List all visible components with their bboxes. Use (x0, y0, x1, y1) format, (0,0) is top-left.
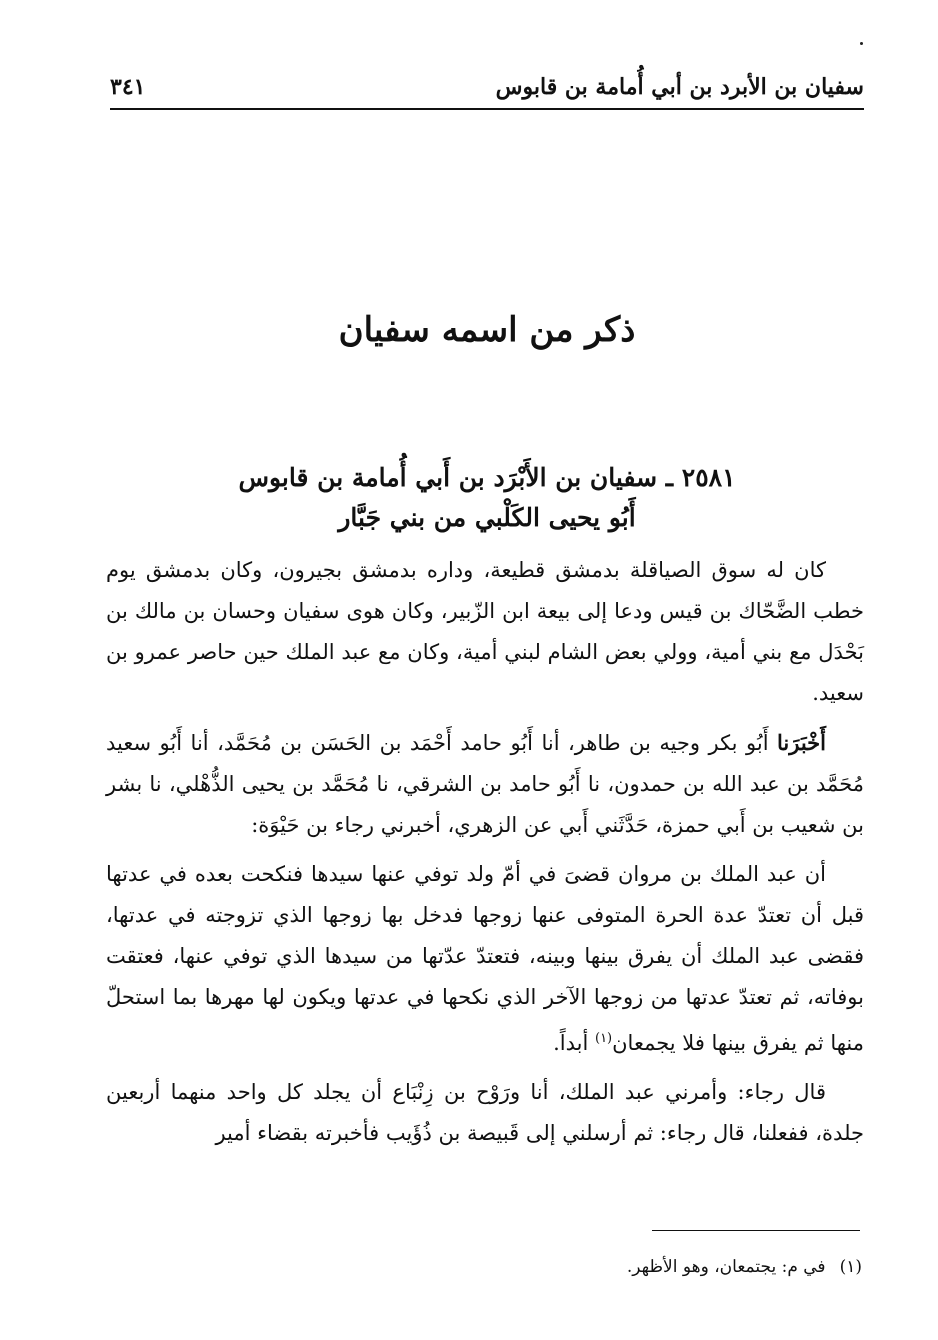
body-text (106, 550, 864, 1162)
footnote (110, 1254, 862, 1280)
paragraph-3-end: أبداً. (553, 1031, 595, 1055)
footnote-reference: (١) (594, 1031, 613, 1046)
paragraph-4: قال رجاء: وأمرني عبد الملك، أنا ورَوْح بن زِنْبَاع أن يجلد كل واحد منهما أربعين جلدة، ففعلنا، قال رجاء: ثم أرسلني إلى قَبيصة بن ذُؤَيب فأخبرته بقضاء أمير (106, 1080, 864, 1145)
paragraph-2-rest: أَبُو بكر وجيه بن طاهر، أنا أَبُو حامد أَحْمَد بن الحَسَن بن مُحَمَّد، أنا أَبُو سعيد مُحَمَّد بن عبد الله بن حمدون، نا أَبُو حامد بن الشرقي، نا مُحَمَّد بن يحيى الذُّهْلي، نا بشر بن شعيب بن أَبي حمزة، حَدَّثَني أَبي عن الزهري، أخبرني رجاء بن حَيْوَة: (106, 731, 864, 837)
scan-speck (860, 42, 863, 45)
header-title: سفيان بن الأبرد بن أبي أُمامة بن قابوس (495, 74, 864, 100)
paragraph-2 (106, 722, 864, 846)
page-number: ٣٤١ (110, 74, 146, 100)
entry-heading (110, 458, 864, 538)
paragraph-1: كان له سوق الصياقلة بدمشق قطيعة، وداره بدمشق بجيرون، وكان بدمشق يوم خطب الضَّحّاك بن قيس ودعا إلى بيعة ابن الزّبير، وكان هوى سفيان وحسان بن مالك بن بَحْدَل مع بني أمية، وولي بعض الشام لبني أمية، وكان مع عبد الملك حين حاصر عمرو بن سعيد. (106, 558, 864, 705)
entry-heading-line-1: ٢٥٨١ ـ سفيان بن الأَبْرَد بن أَبي أُمامة بن قابوس (238, 463, 736, 492)
paragraph-2-lead: أَخْبَرَنا (777, 730, 826, 755)
paragraph-3 (106, 854, 864, 1064)
entry-heading-line-2: أَبُو يحيى الكَلْبي من بني جَبَّار (338, 503, 636, 532)
section-heading: ذكر من اسمه سفيان (338, 310, 636, 350)
header-rule (110, 108, 864, 110)
running-header (110, 66, 864, 106)
footnote-text: في م: يجتمعان، وهو الأظهر. (626, 1257, 826, 1277)
footnote-rule (652, 1230, 860, 1231)
footnote-mark: (١) (839, 1257, 862, 1277)
paragraph-3-text: أن عبد الملك بن مروان قضىَ في أمّ ولد توفي عنها سيدها فنكحت بعده في عدتها قبل أن تعتدّ عدة الحرة المتوفى عنها زوجها فدخل بها زوجها الذي تزوجته في عدتها، فقضى عبد الملك أن يفرق بينها وبينه، فتعتدّ عدّتها من سيدها الذي توفي عنها، فعتقت بوفاته، ثم تعتدّ عدتها من زوجها الآخر الذي نكحها في عدتها ويكون لها مهرها بما استحلّ منها ثم يفرق بينها فلا يجمعان (106, 862, 864, 1055)
